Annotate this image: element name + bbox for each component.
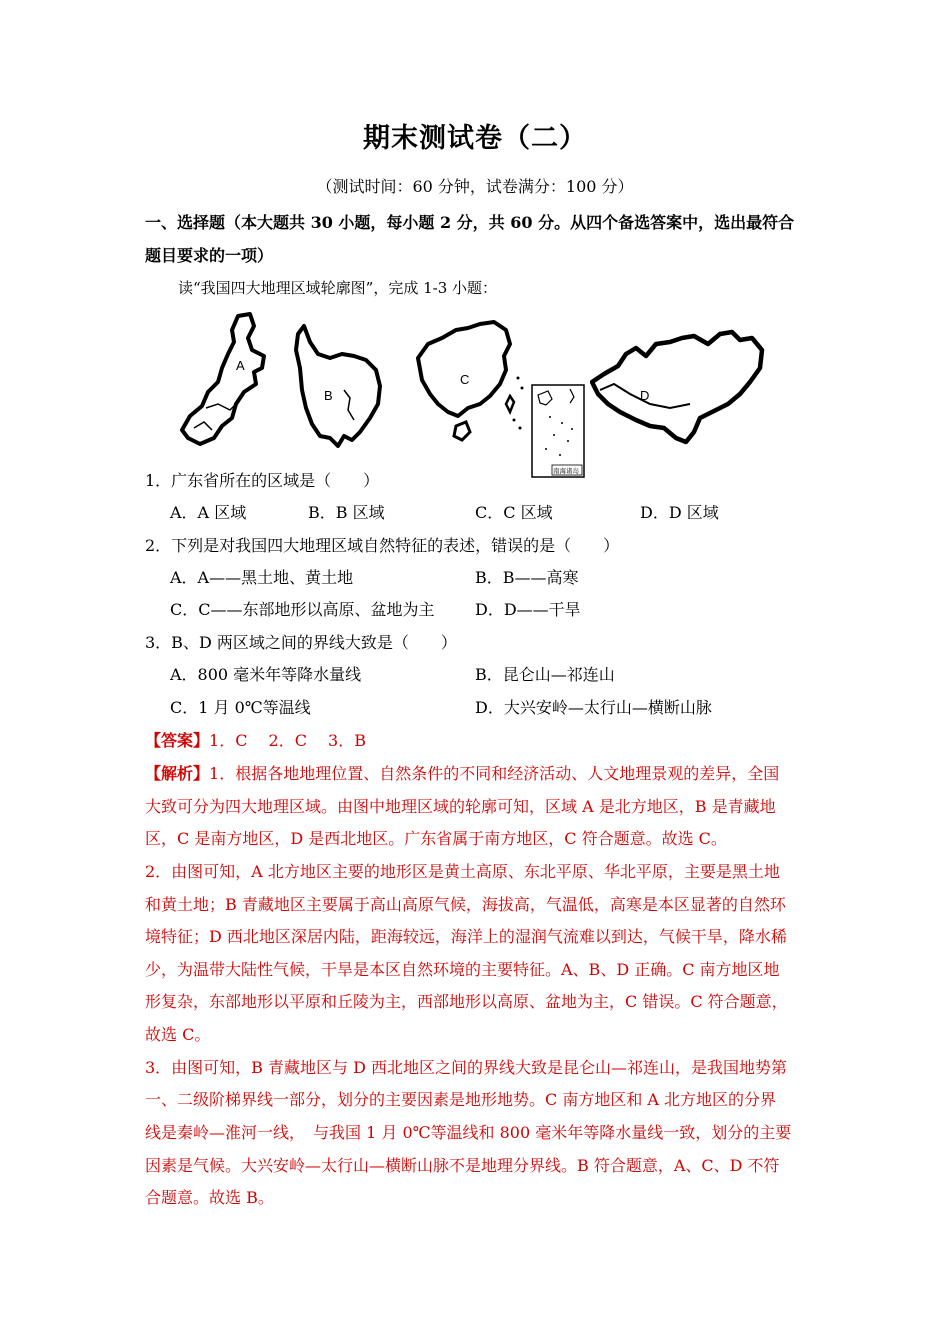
- analysis-line-3: 区，C 是南方地区，D 是西北地区。广东省属于南方地区，C 符合题意。故选 C。: [145, 829, 727, 848]
- answer-line: [145, 730, 815, 752]
- analysis-line-1: 【解析】1．根据各地地理位置、自然条件的不同和经济活动、人文地理景观的差异，全国: [145, 764, 780, 783]
- section-heading-line2: 题目要求的一项）: [145, 246, 274, 265]
- question-2-option-c[interactable]: C．C——东部地形以高原、盆地为主: [170, 600, 435, 619]
- region-a-map: [178, 308, 278, 458]
- analysis-line-4: 2．由图可知，A 北方地区主要的地形区是黄土高原、东北平原、华北平原，主要是黑土地: [145, 862, 780, 881]
- analysis-line-13: 因素是气候。大兴安岭—太行山—横断山脉不是地理分界线。B 符合题意，A、C、D 不符: [145, 1156, 780, 1175]
- question-1-option-a[interactable]: A．A 区域: [170, 503, 247, 522]
- page-subtitle: （测试时间：60 分钟，试卷满分：100 分）: [316, 177, 634, 196]
- analysis-line-7: 少，为温带大陆性气候，干旱是本区自然环境的主要特征。A、B、D 正确。C 南方地区地: [145, 960, 780, 979]
- section-heading-line1: 一、选择题（本大题共 30 小题，每小题 2 分，共 60 分。从四个备选答案中，选出最符合: [145, 213, 795, 232]
- question-3-option-a[interactable]: A．800 毫米年等降水量线: [170, 665, 362, 684]
- analysis-line-9: 故选 C。: [145, 1025, 211, 1044]
- question-3-option-d[interactable]: D．大兴安岭—太行山—横断山脉: [475, 698, 712, 717]
- question-1-option-c[interactable]: C．C 区域: [475, 503, 553, 522]
- question-2-stem: 2．下列是对我国四大地理区域自然特征的表述，错误的是（ ）: [145, 536, 620, 555]
- analysis-line-2: 大致可分为四大地理区域。由图中地理区域的轮廓可知，区域 A 是北方地区，B 是青藏地: [145, 797, 776, 816]
- analysis-line-11: 一、二级阶梯界线一部分，划分的主要因素是地形地势。C 南方地区和 A 北方地区的分界: [145, 1090, 777, 1109]
- question-1-option-d[interactable]: D．D 区域: [640, 503, 719, 522]
- question-2-option-a[interactable]: A．A——黑土地、黄土地: [170, 568, 354, 587]
- analysis-line-14: 合题意。故选 B。: [145, 1188, 274, 1207]
- analysis-line-10: 3．由图可知，B 青藏地区与 D 西北地区之间的界线大致是昆仑山—祁连山，是我国地势第: [145, 1058, 788, 1077]
- region-d-map: [590, 308, 780, 458]
- inset-label: 南海诸岛: [553, 467, 579, 475]
- region-c-label: C: [460, 372, 470, 387]
- answer-text: 1．C 2．C 3．B: [209, 731, 366, 750]
- answer-label: 【答案】: [145, 731, 210, 750]
- question-3-stem: 3．B、D 两区域之间的界线大致是（ ）: [145, 633, 457, 652]
- question-1-option-b[interactable]: B．B 区域: [308, 503, 385, 522]
- region-a-label: A: [236, 358, 245, 373]
- analysis-line-12: 线是秦岭—淮河一线， 与我国 1 月 0℃等温线和 800 毫米年等降水量线一致，划分的主要: [145, 1123, 792, 1142]
- question-3-option-b[interactable]: B．昆仑山—祁连山: [475, 665, 615, 684]
- region-b-label: B: [324, 388, 333, 403]
- analysis-line-5: 和黄土地；B 青藏地区主要属于高山高原气候，海拔高，气温低，高寒是本区显著的自然环: [145, 895, 786, 914]
- question-1-stem: 1．广东省所在的区域是（ ）: [145, 471, 380, 490]
- question-3-option-c[interactable]: C．1 月 0℃等温线: [170, 698, 311, 717]
- analysis-line-8: 形复杂，东部地形以平原和丘陵为主，西部地形以高原、盆地为主，C 错误。C 符合题意，: [145, 992, 788, 1011]
- question-intro: 读“我国四大地理区域轮廓图”，完成 1-3 小题：: [178, 279, 498, 297]
- analysis-label: 【解析】: [145, 764, 210, 783]
- region-d-label: D: [640, 388, 650, 403]
- region-c-map: [410, 308, 528, 458]
- analysis-line-6: 境特征；D 西北地区深居内陆，距海较远，海洋上的湿润气流难以到达，气候干旱，降水稀: [145, 927, 787, 946]
- question-2-option-d[interactable]: D．D——干旱: [475, 600, 581, 619]
- question-2-option-b[interactable]: B．B——高寒: [475, 568, 579, 587]
- page-title: 期末测试卷（二）: [363, 123, 587, 154]
- region-b-map: [290, 308, 390, 458]
